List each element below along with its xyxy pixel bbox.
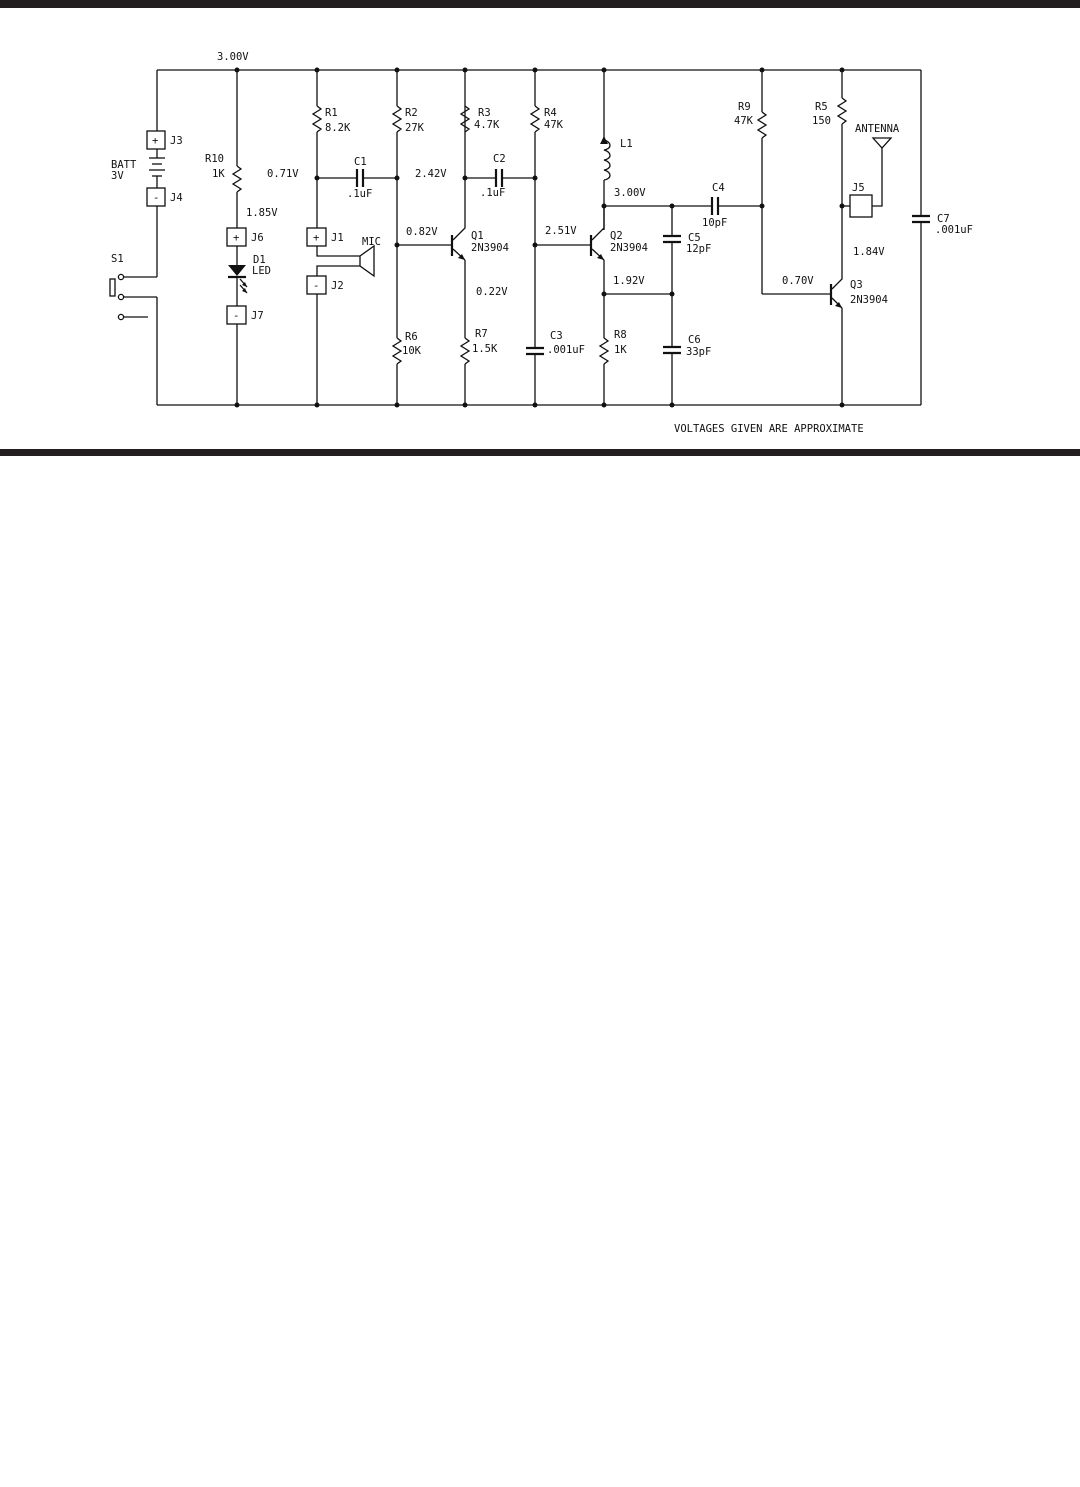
jacks-j3-sign-label: + — [152, 135, 159, 147]
mic-branch — [267, 70, 397, 405]
jacks-j4-sign-label: - — [153, 192, 160, 204]
jacks-j5-label-label: J5 — [852, 182, 865, 194]
voltages-q3-base-label: 0.70V — [782, 275, 814, 287]
resistors-r10-value-label: 1K — [212, 168, 225, 180]
resistors-r4-ref-label: R4 — [544, 107, 557, 119]
voltages-q1-emitter-label: 0.22V — [476, 286, 508, 298]
capacitors-c4-value-label: 10pF — [702, 217, 728, 229]
capacitors-c6-value-label: 33pF — [686, 346, 712, 358]
capacitors-c7-ref-label: C7 — [937, 213, 950, 225]
switch-s1 — [110, 253, 157, 405]
led-ref-label: D1 — [253, 254, 266, 266]
switch-label-label: S1 — [111, 253, 124, 265]
battery-branch — [111, 70, 183, 277]
resistors-r6-ref-label: R6 — [405, 331, 418, 343]
resistors-r5-value-label: 150 — [812, 115, 831, 127]
transistors-q1-part-label: 2N3904 — [471, 242, 509, 254]
jacks-j4-label-label: J4 — [170, 192, 183, 204]
voltages-r10-node-label: 0.71V — [267, 168, 299, 180]
jacks-j2-sign-label: - — [313, 280, 320, 292]
capacitors-c5-ref-label: C5 — [688, 232, 701, 244]
q1-collector-emitter — [461, 106, 535, 405]
inductor-icon — [604, 140, 610, 180]
voltages-q1-base-label: 0.82V — [406, 226, 438, 238]
jacks-j3-label-label: J3 — [170, 135, 183, 147]
resistors-r7-ref-label: R7 — [475, 328, 488, 340]
voltages-q3-collector-label: 1.84V — [853, 246, 885, 258]
battery-label: BATT — [111, 159, 137, 171]
supply-voltage-label: 3.00V — [217, 51, 249, 63]
q2-bias — [526, 70, 590, 405]
capacitors-c3-value-label: .001uF — [547, 344, 585, 356]
antenna-label-label: ANTENNA — [855, 123, 900, 135]
resistors-r7-value-label: 1.5K — [472, 343, 498, 355]
capacitors-c2-ref-label: C2 — [493, 153, 506, 165]
capacitors-c3-ref-label: C3 — [550, 330, 563, 342]
led-label-label: LED — [252, 265, 271, 277]
jacks-j7-sign-label: - — [233, 310, 240, 322]
transistors-q2-ref-label: Q2 — [610, 230, 623, 242]
resistors-r4-value-label: 47K — [544, 119, 563, 131]
capacitors-c2-value-label: .1uF — [480, 187, 506, 199]
transistors-q3-ref-label: Q3 — [850, 279, 863, 291]
resistors-r6-value-label: 10K — [402, 345, 421, 357]
resistors-r1-ref-label: R1 — [325, 107, 338, 119]
jacks-j6-label-label: J6 — [251, 232, 264, 244]
resistors-r10-ref-label: R10 — [205, 153, 224, 165]
jacks-j1-label-label: J1 — [331, 232, 344, 244]
resistors-r5-ref-label: R5 — [815, 101, 828, 113]
transistors-q3-part-label: 2N3904 — [850, 294, 888, 306]
mic-label-label: MIC — [362, 236, 381, 248]
capacitors-c5-value-label: 12pF — [686, 243, 712, 255]
resistors-r3-ref-label: R3 — [478, 107, 491, 119]
jacks-j2-label-label: J2 — [331, 280, 344, 292]
jacks-j7-label-label: J7 — [251, 310, 264, 322]
jacks-j6-sign-label: + — [233, 232, 240, 244]
capacitors-c1-ref-label: C1 — [354, 156, 367, 168]
capacitors-c6-ref-label: C6 — [688, 334, 701, 346]
approximate-voltages-note: VOLTAGES GIVEN ARE APPROXIMATE — [674, 423, 864, 435]
capacitors-c1-value-label: .1uF — [347, 188, 373, 200]
c7-branch — [912, 70, 973, 405]
jacks-j1-sign-label: + — [313, 232, 320, 244]
voltages-c1-node-label: 2.42V — [415, 168, 447, 180]
voltages-q2-emitter-label: 1.92V — [613, 275, 645, 287]
transmitter-schematic — [0, 0, 1080, 460]
inductor-ref-label: L1 — [620, 138, 633, 150]
capacitors-c4-ref-label: C4 — [712, 182, 725, 194]
resistors-r8-ref-label: R8 — [614, 329, 627, 341]
capacitors-c7-value-label: .001uF — [935, 224, 973, 236]
voltages-led-anode-label: 1.85V — [246, 207, 278, 219]
bottom-border-bar — [0, 449, 1080, 456]
transistors-q1-ref-label: Q1 — [471, 230, 484, 242]
antenna-icon — [873, 138, 891, 148]
resistors-r3-value-label: 4.7K — [474, 119, 500, 131]
microphone-icon — [360, 246, 374, 276]
battery-value: 3V — [111, 170, 124, 182]
resistors-r2-ref-label: R2 — [405, 107, 418, 119]
resistors-r9-value-label: 47K — [734, 115, 753, 127]
resistors-r2-value-label: 27K — [405, 122, 424, 134]
resistors-r1-value-label: 8.2K — [325, 122, 351, 134]
resistors-r9-ref-label: R9 — [738, 101, 751, 113]
q3-output — [734, 70, 900, 405]
led-branch — [205, 70, 278, 405]
voltages-q2-collector-label: 3.00V — [614, 187, 646, 199]
voltages-q2-base-label: 2.51V — [545, 225, 577, 237]
transistors-q2-part-label: 2N3904 — [610, 242, 648, 254]
jack-j5 — [850, 195, 872, 217]
resistors-r8-value-label: 1K — [614, 344, 627, 356]
